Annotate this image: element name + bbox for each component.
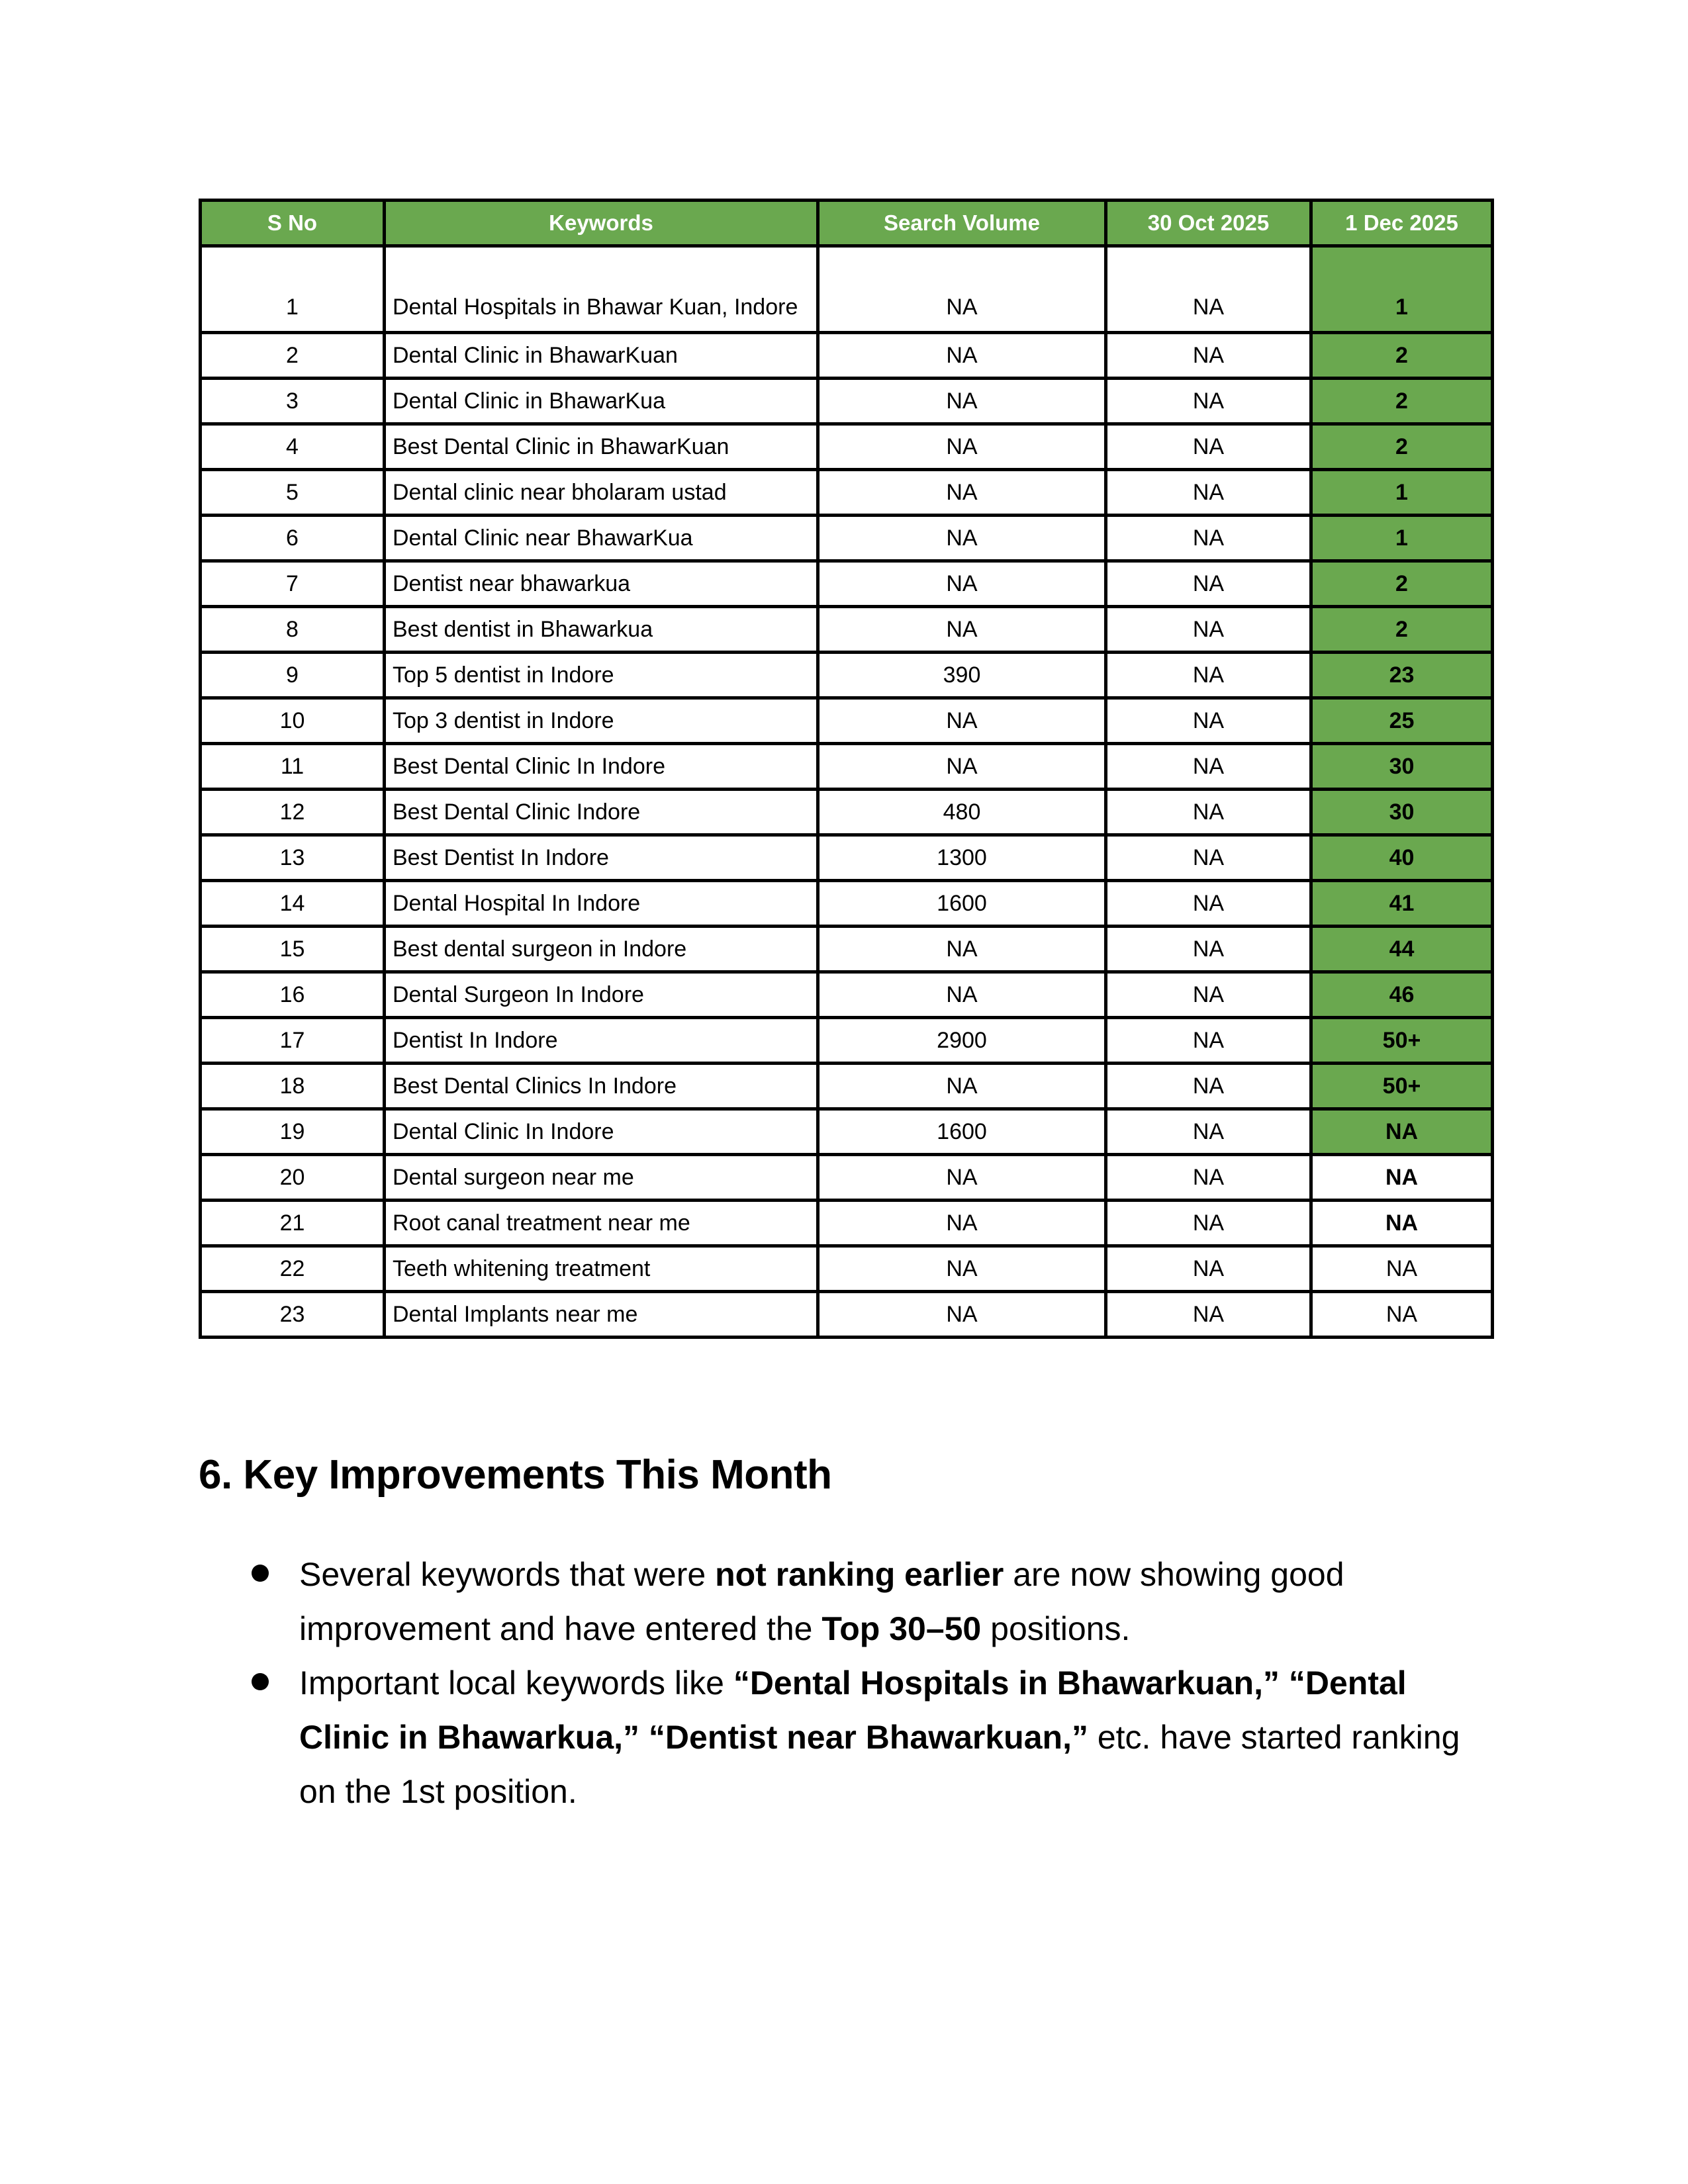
cell-1-dec-2025: 40 bbox=[1311, 835, 1493, 881]
table-row bbox=[201, 246, 1493, 333]
cell-sno: 16 bbox=[201, 972, 385, 1018]
header-sno: S No bbox=[201, 201, 385, 246]
table-row bbox=[201, 333, 1493, 379]
header-1-dec-2025: 1 Dec 2025 bbox=[1311, 201, 1493, 246]
table-row bbox=[201, 881, 1493, 927]
header-search-volume: Search Volume bbox=[818, 201, 1106, 246]
cell-sno: 12 bbox=[201, 790, 385, 835]
cell-sno: 9 bbox=[201, 653, 385, 698]
cell-search-volume: NA bbox=[818, 607, 1106, 653]
cell-1-dec-2025: 30 bbox=[1311, 744, 1493, 790]
cell-1-dec-2025: 44 bbox=[1311, 927, 1493, 972]
bullet-dot-icon bbox=[252, 1565, 269, 1582]
bullet-dot-icon bbox=[252, 1673, 269, 1690]
cell-search-volume: NA bbox=[818, 470, 1106, 516]
cell-keyword: Dental clinic near bholaram ustad bbox=[385, 470, 818, 516]
cell-30-oct-2025: NA bbox=[1106, 470, 1311, 516]
cell-search-volume: NA bbox=[818, 1201, 1106, 1246]
cell-keyword: Best Dental Clinic Indore bbox=[385, 790, 818, 835]
cell-1-dec-2025: NA bbox=[1311, 1246, 1493, 1292]
section-heading: 6. Key Improvements This Month bbox=[199, 1452, 832, 1498]
cell-keyword: Best Dentist In Indore bbox=[385, 835, 818, 881]
table-row bbox=[201, 516, 1493, 561]
cell-30-oct-2025: NA bbox=[1106, 790, 1311, 835]
cell-search-volume: NA bbox=[818, 424, 1106, 470]
cell-search-volume: NA bbox=[818, 1246, 1106, 1292]
cell-search-volume: NA bbox=[818, 246, 1106, 333]
cell-search-volume: 1600 bbox=[818, 1109, 1106, 1155]
cell-sno: 22 bbox=[201, 1246, 385, 1292]
cell-search-volume: 1300 bbox=[818, 835, 1106, 881]
table-row bbox=[201, 1109, 1493, 1155]
cell-30-oct-2025: NA bbox=[1106, 881, 1311, 927]
cell-search-volume: NA bbox=[818, 1292, 1106, 1338]
bullet-text: are now showing good improvement and have entered the bbox=[299, 1556, 1344, 1647]
table-row bbox=[201, 1064, 1493, 1109]
cell-sno: 4 bbox=[201, 424, 385, 470]
cell-1-dec-2025: 25 bbox=[1311, 698, 1493, 744]
table-row bbox=[201, 744, 1493, 790]
cell-30-oct-2025: NA bbox=[1106, 1064, 1311, 1109]
keyword-ranking-table bbox=[199, 199, 1494, 1339]
cell-keyword: Best Dental Clinics In Indore bbox=[385, 1064, 818, 1109]
cell-keyword: Dental Hospital In Indore bbox=[385, 881, 818, 927]
cell-1-dec-2025: 2 bbox=[1311, 379, 1493, 424]
cell-30-oct-2025: NA bbox=[1106, 698, 1311, 744]
cell-keyword: Dentist In Indore bbox=[385, 1018, 818, 1064]
cell-30-oct-2025: NA bbox=[1106, 561, 1311, 607]
cell-1-dec-2025: 1 bbox=[1311, 470, 1493, 516]
cell-sno: 15 bbox=[201, 927, 385, 972]
table-row bbox=[201, 698, 1493, 744]
cell-1-dec-2025: NA bbox=[1311, 1292, 1493, 1338]
cell-search-volume: NA bbox=[818, 561, 1106, 607]
table-row bbox=[201, 1155, 1493, 1201]
cell-sno: 3 bbox=[201, 379, 385, 424]
table-row bbox=[201, 1292, 1493, 1338]
table-row bbox=[201, 470, 1493, 516]
cell-keyword: Dental Clinic In Indore bbox=[385, 1109, 818, 1155]
cell-keyword: Dental Clinic in BhawarKuan bbox=[385, 333, 818, 379]
cell-1-dec-2025: 46 bbox=[1311, 972, 1493, 1018]
table-row bbox=[201, 607, 1493, 653]
bullet-bold-text: not ranking earlier bbox=[715, 1556, 1004, 1593]
cell-30-oct-2025: NA bbox=[1106, 1201, 1311, 1246]
table-header-row bbox=[201, 201, 1493, 246]
cell-keyword: Best Dental Clinic In Indore bbox=[385, 744, 818, 790]
cell-search-volume: NA bbox=[818, 379, 1106, 424]
cell-30-oct-2025: NA bbox=[1106, 835, 1311, 881]
bullet-text: Several keywords that were bbox=[299, 1556, 716, 1593]
cell-sno: 18 bbox=[201, 1064, 385, 1109]
cell-search-volume: 390 bbox=[818, 653, 1106, 698]
cell-30-oct-2025: NA bbox=[1106, 972, 1311, 1018]
cell-1-dec-2025: 2 bbox=[1311, 333, 1493, 379]
table-row bbox=[201, 424, 1493, 470]
cell-1-dec-2025: 30 bbox=[1311, 790, 1493, 835]
cell-search-volume: NA bbox=[818, 516, 1106, 561]
cell-keyword: Top 3 dentist in Indore bbox=[385, 698, 818, 744]
cell-30-oct-2025: NA bbox=[1106, 379, 1311, 424]
cell-sno: 6 bbox=[201, 516, 385, 561]
table-row bbox=[201, 561, 1493, 607]
cell-1-dec-2025: 23 bbox=[1311, 653, 1493, 698]
cell-sno: 10 bbox=[201, 698, 385, 744]
table-body bbox=[201, 246, 1493, 1338]
bullet-text: positions. bbox=[981, 1610, 1131, 1647]
bullet-item bbox=[238, 1547, 1496, 1656]
table-row bbox=[201, 927, 1493, 972]
cell-1-dec-2025: 41 bbox=[1311, 881, 1493, 927]
bullet-text: Important local keywords like bbox=[299, 1664, 733, 1702]
cell-30-oct-2025: NA bbox=[1106, 1109, 1311, 1155]
cell-search-volume: NA bbox=[818, 927, 1106, 972]
bullet-text: etc. have started ranking on the 1st position. bbox=[299, 1719, 1460, 1810]
cell-1-dec-2025: 1 bbox=[1311, 516, 1493, 561]
cell-search-volume: NA bbox=[818, 972, 1106, 1018]
cell-1-dec-2025: 50+ bbox=[1311, 1064, 1493, 1109]
cell-sno: 5 bbox=[201, 470, 385, 516]
cell-keyword: Dental Implants near me bbox=[385, 1292, 818, 1338]
cell-sno: 20 bbox=[201, 1155, 385, 1201]
cell-1-dec-2025: NA bbox=[1311, 1201, 1493, 1246]
cell-30-oct-2025: NA bbox=[1106, 1155, 1311, 1201]
table-row bbox=[201, 1018, 1493, 1064]
cell-sno: 19 bbox=[201, 1109, 385, 1155]
cell-30-oct-2025: NA bbox=[1106, 1018, 1311, 1064]
cell-sno: 7 bbox=[201, 561, 385, 607]
cell-search-volume: NA bbox=[818, 1155, 1106, 1201]
cell-search-volume: 1600 bbox=[818, 881, 1106, 927]
cell-keyword: Dentist near bhawarkua bbox=[385, 561, 818, 607]
cell-search-volume: NA bbox=[818, 698, 1106, 744]
cell-30-oct-2025: NA bbox=[1106, 1292, 1311, 1338]
cell-sno: 23 bbox=[201, 1292, 385, 1338]
table-row bbox=[201, 379, 1493, 424]
cell-30-oct-2025: NA bbox=[1106, 1246, 1311, 1292]
cell-sno: 2 bbox=[201, 333, 385, 379]
cell-1-dec-2025: NA bbox=[1311, 1109, 1493, 1155]
cell-1-dec-2025: 2 bbox=[1311, 561, 1493, 607]
cell-keyword: Dental Clinic in BhawarKua bbox=[385, 379, 818, 424]
cell-sno: 11 bbox=[201, 744, 385, 790]
bullet-bold-text: Top 30–50 bbox=[821, 1610, 982, 1647]
table-row bbox=[201, 1246, 1493, 1292]
table-row bbox=[201, 790, 1493, 835]
cell-sno: 1 bbox=[201, 246, 385, 333]
cell-keyword: Dental Hospitals in Bhawar Kuan, Indore bbox=[385, 246, 818, 333]
table-row bbox=[201, 653, 1493, 698]
cell-30-oct-2025: NA bbox=[1106, 246, 1311, 333]
cell-keyword: Root canal treatment near me bbox=[385, 1201, 818, 1246]
cell-keyword: Dental surgeon near me bbox=[385, 1155, 818, 1201]
table-row bbox=[201, 1201, 1493, 1246]
bullet-bold-text: “Dental Hospitals in Bhawarkuan,” “Dental Clinic in Bhawarkua,” “Dentist near Bhawarkuan,” bbox=[299, 1664, 1407, 1756]
cell-keyword: Best Dental Clinic in BhawarKuan bbox=[385, 424, 818, 470]
cell-search-volume: 2900 bbox=[818, 1018, 1106, 1064]
header-30-oct-2025: 30 Oct 2025 bbox=[1106, 201, 1311, 246]
cell-1-dec-2025: 2 bbox=[1311, 424, 1493, 470]
cell-1-dec-2025: 50+ bbox=[1311, 1018, 1493, 1064]
cell-30-oct-2025: NA bbox=[1106, 927, 1311, 972]
cell-search-volume: NA bbox=[818, 1064, 1106, 1109]
bullet-item bbox=[238, 1656, 1496, 1819]
cell-search-volume: 480 bbox=[818, 790, 1106, 835]
cell-keyword: Teeth whitening treatment bbox=[385, 1246, 818, 1292]
cell-sno: 21 bbox=[201, 1201, 385, 1246]
table-row bbox=[201, 835, 1493, 881]
cell-30-oct-2025: NA bbox=[1106, 653, 1311, 698]
cell-30-oct-2025: NA bbox=[1106, 424, 1311, 470]
cell-keyword: Dental Surgeon In Indore bbox=[385, 972, 818, 1018]
cell-30-oct-2025: NA bbox=[1106, 607, 1311, 653]
cell-1-dec-2025: 1 bbox=[1311, 246, 1493, 333]
cell-30-oct-2025: NA bbox=[1106, 333, 1311, 379]
cell-30-oct-2025: NA bbox=[1106, 516, 1311, 561]
cell-keyword: Best dentist in Bhawarkua bbox=[385, 607, 818, 653]
cell-1-dec-2025: 2 bbox=[1311, 607, 1493, 653]
cell-sno: 14 bbox=[201, 881, 385, 927]
cell-search-volume: NA bbox=[818, 744, 1106, 790]
cell-keyword: Best dental surgeon in Indore bbox=[385, 927, 818, 972]
improvements-list bbox=[238, 1547, 1496, 1819]
header-keywords: Keywords bbox=[385, 201, 818, 246]
cell-sno: 17 bbox=[201, 1018, 385, 1064]
table-row bbox=[201, 972, 1493, 1018]
cell-sno: 8 bbox=[201, 607, 385, 653]
cell-30-oct-2025: NA bbox=[1106, 744, 1311, 790]
cell-search-volume: NA bbox=[818, 333, 1106, 379]
cell-keyword: Top 5 dentist in Indore bbox=[385, 653, 818, 698]
cell-sno: 13 bbox=[201, 835, 385, 881]
cell-keyword: Dental Clinic near BhawarKua bbox=[385, 516, 818, 561]
cell-1-dec-2025: NA bbox=[1311, 1155, 1493, 1201]
